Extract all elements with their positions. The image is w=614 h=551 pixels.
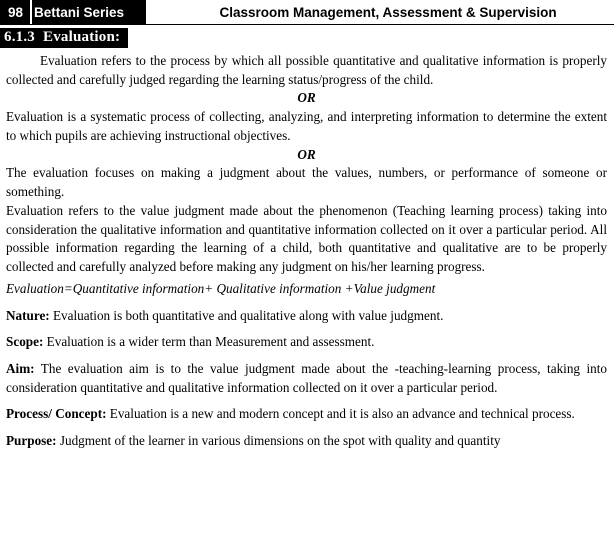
header-spacer [146,0,168,24]
item-aim [6,360,607,397]
item-process-concept-label: Process/ Concept: [6,406,107,422]
item-purpose-text: Judgment of the learner in various dimensions on the spot with quality and quantity [56,433,501,449]
paragraph-definition-2: Evaluation is a systematic process of collecting, analyzing, and interpreting information to determine the extent to which pupils are achieving instructional objectives. [6,109,607,143]
page-number: 98 [0,0,30,24]
section-title: Evaluation: [43,29,121,45]
section-number: 6.1.3 [4,29,35,45]
item-aim-text: The evaluation aim is to the value judgment made about the -teaching-learning process, taking into consideration quantitative and qualitative information collected on it over a particular period. [6,361,607,395]
paragraph-definition-4: Evaluation refers to the value judgment made about the phenomenon (Teaching learning process) taking into consideration the qualitative information and quantitative information collected on it over a particular period. All possible information regarding the learning of a child, both quantitative and qualitative are to be properly collected and carefully analyzed before making any judgment on his/her learning progress. [6,202,607,275]
item-process-concept-text: Evaluation is a new and modern concept and it is also an advance and technical process. [106,406,575,422]
or-divider-2: OR [297,146,316,162]
item-scope-text: Evaluation is a wider term than Measurement and assessment. [43,334,375,350]
page-header [0,0,614,25]
item-scope-label: Scope: [6,334,44,350]
item-aim-label: Aim: [6,361,35,377]
item-purpose-label: Purpose: [6,433,57,449]
or-divider-1: OR [297,90,316,106]
item-purpose [6,432,607,451]
item-scope [6,333,607,352]
evaluation-formula: Evaluation=Quantitative information+ Qualitative information +Value judgment [6,280,436,296]
paragraph-definition-3: The evaluation focuses on making a judgment about the values, numbers, or performance of someone or something. [6,165,607,200]
section-heading-wrapper [0,25,614,48]
item-nature [6,307,607,326]
section-heading [0,28,128,48]
book-series-title: Bettani Series [30,0,146,24]
item-process-concept [6,405,607,424]
item-nature-text: Evaluation is both quantitative and qualitative along with value judgment. [49,307,444,323]
document-body [0,48,614,451]
item-nature-label: Nature: [6,307,50,323]
paragraph-definition-1: Evaluation refers to the process by which all possible quantitative and qualitative information is properly collected and carefully judged regarding the learning status/progress of the child. [6,53,607,87]
chapter-title: Classroom Management, Assessment & Supervision [219,4,557,20]
